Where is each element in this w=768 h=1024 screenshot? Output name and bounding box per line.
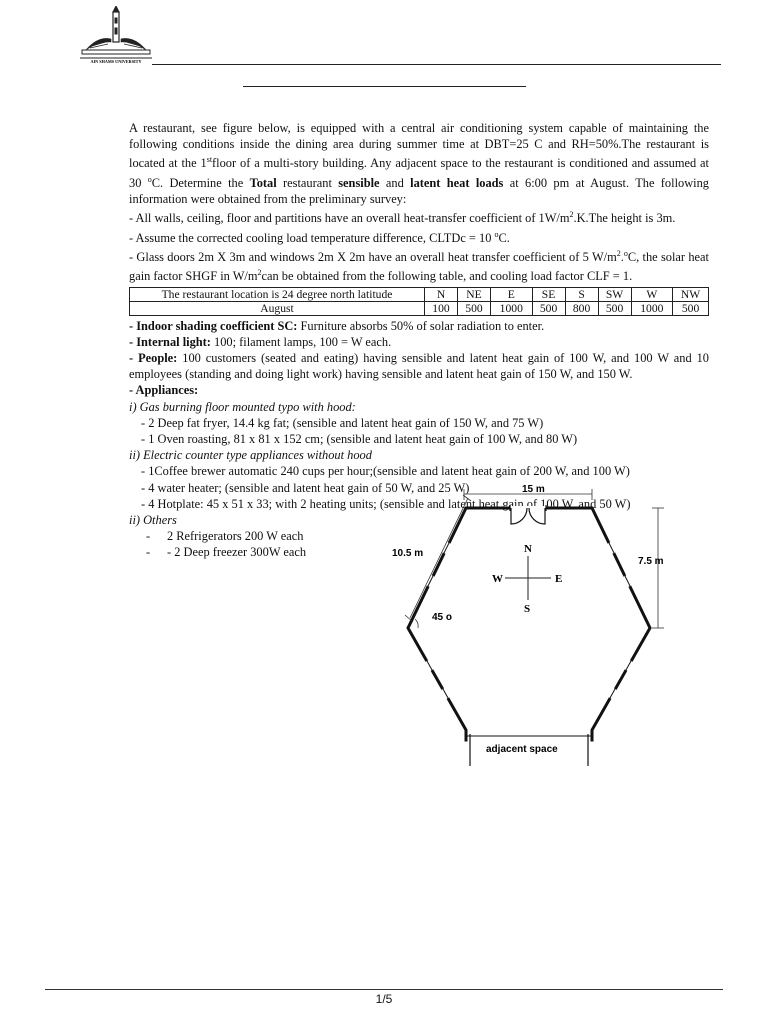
table-header-cell: SE bbox=[532, 287, 565, 301]
list-item: - - 2 Deep freezer 300W each bbox=[146, 545, 307, 560]
glass-paragraph: - Glass doors 2m X 3m and windows 2m X 2m have an overall heat transfer coefficient of 5 $W/m^2.^oC$, the solar heat gain factor SHGF in $W/m^2can$ be obtained from the following table, and cooling load factor CLF = 1. bbox=[129, 248, 709, 284]
table-header-cell: S bbox=[565, 287, 598, 301]
table-header-cell: W bbox=[631, 287, 673, 301]
logo-caption: AIN SHAMS UNIVERSITY bbox=[90, 59, 142, 64]
light-line: - Internal light: 100; filament lamps, 100 = W each. bbox=[129, 334, 392, 349]
table-cell: 1000 bbox=[491, 301, 533, 315]
list-item: - 2 Refrigerators 200 W each bbox=[146, 529, 304, 544]
window-panes bbox=[427, 543, 631, 698]
right-dimension bbox=[652, 508, 664, 628]
table-row bbox=[130, 301, 709, 315]
list-item: - 1Coffee brewer automatic 240 cups per hour;(sensible and latent heat gain of 200 W, and 100 W) bbox=[141, 464, 630, 479]
table-cell: 1000 bbox=[631, 301, 673, 315]
angle-label: 45 o bbox=[432, 612, 453, 623]
list-item: - 1 Oven roasting, 81 x 81 x 152 cm; (sensible and latent heat gain of 100 W, and 80 W) bbox=[141, 432, 578, 446]
cltd-line: - Assume the corrected cooling load temperature difference, CLTDc = 10 $^o$C. bbox=[129, 229, 510, 245]
table-cell: 100 bbox=[425, 301, 458, 315]
university-logo bbox=[78, 6, 154, 64]
table-cell: 500 bbox=[458, 301, 491, 315]
walls-line: - All walls, ceiling, floor and partitions have an overall heat-transfer coefficient of $1W/m^2.K.The$ height is 3m. bbox=[129, 210, 676, 226]
footer-rule bbox=[45, 989, 723, 990]
header-rule bbox=[152, 64, 721, 65]
appliances-heading: - Appliances: bbox=[129, 383, 199, 398]
electric-heading: ii) Electric counter type appliances without hood bbox=[129, 448, 372, 463]
gas-heading: i) Gas burning floor mounted typo with hood: bbox=[129, 399, 356, 414]
people-paragraph: - People: 100 customers (seated and eating) having sensible and latent heat gain of 100 W, and 100 W and 10 employees (standing and doing light work) having sensible and latent heat gain of 150 W, and 150 W. bbox=[129, 350, 709, 382]
intro-paragraph: A restaurant, see figure below, is equipped with a central air conditioning system capable of maintaining the following conditions inside the dining area during summer time at DBT=25 C and RH=50%.The restaurant is located at the 1stfloor of a multi-story building. Any adjacent space to the restaurant is conditioned and assumed at 30 $^o$C. Determine the Total restaurant sensible and latent heat loads at 6:00 pm at August. The following information were obtained from the preliminary survey: bbox=[129, 121, 709, 207]
table-header-cell: NW bbox=[673, 287, 709, 301]
shgf-table bbox=[129, 287, 709, 316]
dim-top-label: 15 m bbox=[522, 484, 545, 495]
table-cell: 500 bbox=[598, 301, 631, 315]
page-number: 1/5 bbox=[375, 992, 393, 1006]
restaurant-floor-plan bbox=[370, 478, 670, 766]
compass-icon bbox=[505, 556, 551, 600]
table-cell: 800 bbox=[565, 301, 598, 315]
table-header-cell: E bbox=[491, 287, 533, 301]
compass-n: N bbox=[524, 543, 532, 555]
table-cell: 500 bbox=[532, 301, 565, 315]
compass-w: W bbox=[492, 573, 503, 585]
table-cell: 500 bbox=[673, 301, 709, 315]
compass-s: S bbox=[524, 603, 531, 615]
list-item: - 2 Deep fat fryer, 14.4 kg fat; (sensible and latent heat gain of 150 W, and 75 W) bbox=[141, 415, 544, 430]
others-heading: ii) Others bbox=[129, 513, 177, 528]
table-header-cell: N bbox=[425, 287, 458, 301]
angle-arc bbox=[415, 619, 418, 628]
title-rule bbox=[243, 86, 526, 87]
compass-e: E bbox=[555, 573, 563, 585]
adjacent-space-label: adjacent space bbox=[486, 744, 558, 755]
table-header-cell: SW bbox=[598, 287, 631, 301]
list-item: - 4 Hotplate: 45 x 51 x 33; with 2 heating units; (sensible and latent heat gain of 100 W, and 50 W) bbox=[141, 496, 631, 511]
table-header-label: The restaurant location is 24 degree north latitude bbox=[130, 287, 425, 301]
table-header-cell: NE bbox=[458, 287, 491, 301]
list-item: - 4 water heater; (sensible and latent heat gain of 50 W, and 25 W) bbox=[141, 480, 470, 495]
shading-line: - Indoor shading coefficient SC: Furniture absorbs 50% of solar radiation to enter. bbox=[129, 318, 545, 333]
table-header-row bbox=[130, 287, 709, 301]
dim-left-label: 10.5 m bbox=[392, 548, 424, 559]
dim-right-label: 7.5 m bbox=[638, 556, 664, 567]
table-row-label: August bbox=[130, 301, 425, 315]
